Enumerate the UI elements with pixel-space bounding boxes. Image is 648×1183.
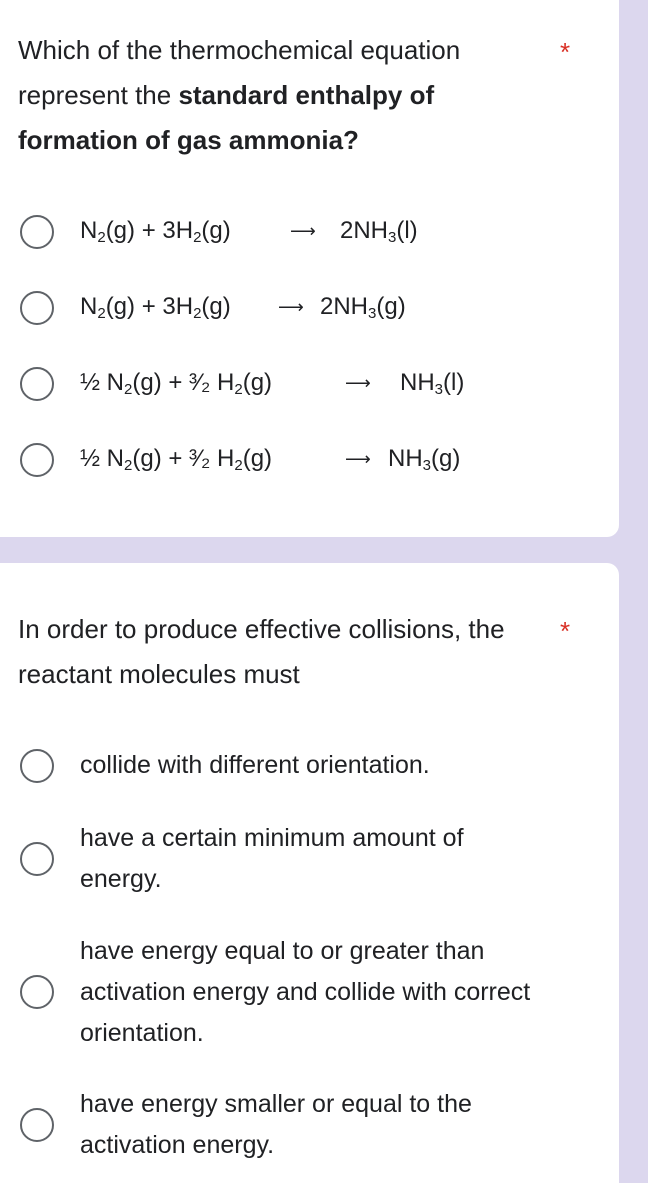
eq-subscript: 3 [422, 457, 432, 474]
eq-term: (g) + 3H [105, 293, 194, 320]
radio-button[interactable] [20, 749, 54, 783]
eq-subscript: 3 [434, 381, 444, 398]
q2-option-4-label: have energy smaller or equal to the activation energy. [80, 1090, 472, 1159]
eq-term: (g) [201, 293, 231, 320]
q1-option-4[interactable] [0, 438, 600, 478]
required-asterisk: * [560, 616, 571, 646]
question-2-title: In order to produce effective collisions, the reactant molecules must [18, 614, 505, 689]
eq-term: ½ N [80, 369, 125, 396]
radio-button[interactable] [20, 1108, 54, 1142]
q2-option-1-label: collide with different orientation. [80, 751, 430, 779]
eq-term: (g) + 3H [105, 217, 194, 244]
eq-term: 2NH [320, 293, 369, 320]
eq-term: (g) [242, 445, 273, 472]
eq-subscript: 2 [193, 305, 202, 322]
q1-option-3[interactable] [0, 362, 600, 402]
reaction-arrow-icon: ⟶ [345, 373, 371, 393]
eq-term: (l) [443, 369, 465, 396]
required-asterisk: * [560, 37, 571, 67]
eq-term: (g) + ³⁄₂ H [132, 445, 235, 472]
eq-term: NH [388, 445, 423, 472]
equation-reactants [80, 214, 231, 248]
eq-subscript: 2 [234, 457, 243, 474]
q2-option-2-label: have a certain minimum amount of energy. [80, 824, 464, 893]
q2-option-1[interactable] [0, 745, 600, 787]
equation-products [400, 366, 464, 400]
equation-reactants [80, 366, 272, 400]
reaction-arrow-icon: ⟶ [278, 297, 304, 317]
q2-option-4[interactable] [0, 1084, 600, 1168]
eq-subscript: 2 [193, 229, 202, 246]
q2-option-3[interactable] [0, 931, 600, 1055]
reaction-arrow-icon: ⟶ [345, 449, 371, 469]
eq-term: 2NH [340, 217, 389, 244]
question-1-text: Which of the thermochemical equation represent the [18, 35, 461, 110]
q1-option-1[interactable] [0, 210, 600, 250]
eq-term: (g) [201, 217, 231, 244]
eq-term: (g) [242, 369, 273, 396]
eq-subscript: 2 [124, 381, 133, 398]
reaction-arrow-icon: ⟶ [290, 221, 316, 241]
question-1-bold-text: standard enthalpy of formation of gas ammonia? [18, 80, 435, 155]
radio-button[interactable] [20, 367, 54, 401]
q2-option-3-label: have energy equal to or greater than activation energy and collide with correct orientation. [80, 937, 531, 1047]
eq-term: NH [400, 369, 435, 396]
eq-term: (g) + ³⁄₂ H [132, 369, 235, 396]
equation-products [340, 214, 418, 248]
radio-button[interactable] [20, 291, 54, 325]
eq-term: (g) [431, 445, 461, 472]
q2-option-2[interactable] [0, 818, 600, 902]
equation-products [320, 290, 406, 324]
eq-subscript: 2 [97, 229, 106, 246]
equation-products [388, 442, 460, 476]
eq-subscript: 2 [234, 381, 243, 398]
equation-reactants [80, 442, 272, 476]
radio-button[interactable] [20, 215, 54, 249]
q1-option-2[interactable] [0, 286, 600, 326]
eq-term: ½ N [80, 445, 125, 472]
question-1-title [18, 28, 538, 163]
eq-term: N [80, 293, 98, 320]
eq-term: (g) [376, 293, 406, 320]
eq-subscript: 2 [97, 305, 106, 322]
radio-button[interactable] [20, 975, 54, 1009]
eq-term: (l) [396, 217, 418, 244]
eq-subscript: 3 [368, 305, 377, 322]
eq-subscript: 3 [388, 229, 397, 246]
eq-term: N [80, 217, 98, 244]
radio-button[interactable] [20, 842, 54, 876]
eq-subscript: 2 [124, 457, 133, 474]
equation-reactants [80, 290, 231, 324]
radio-button[interactable] [20, 443, 54, 477]
